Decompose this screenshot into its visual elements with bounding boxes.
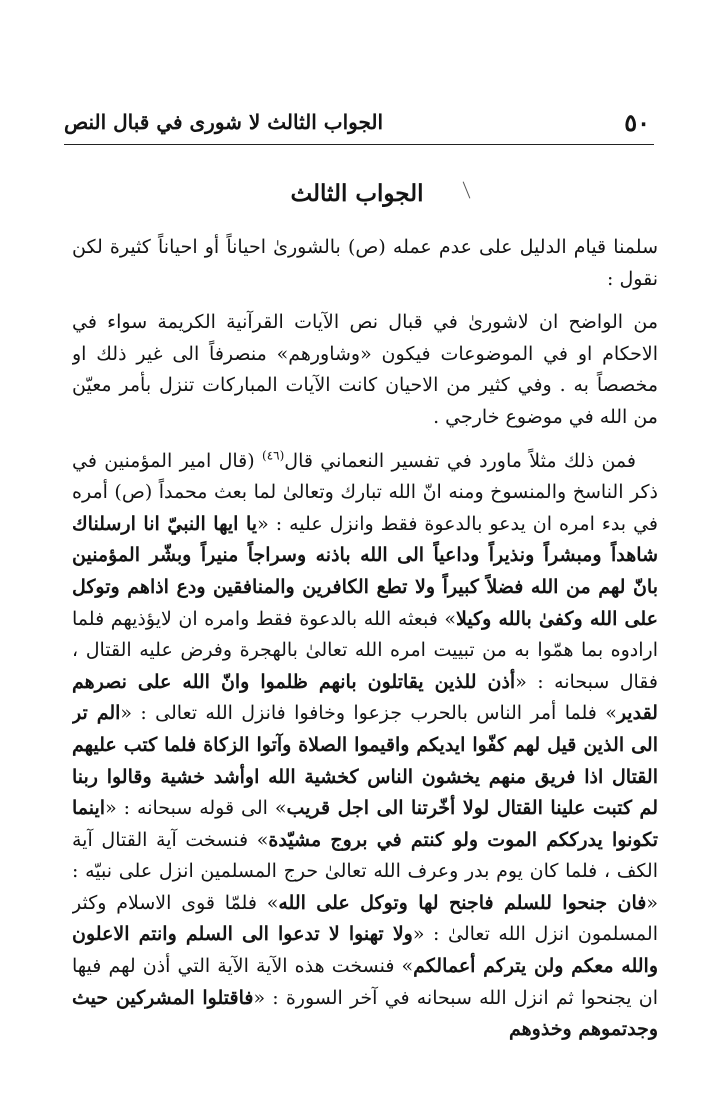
page-number: ٥٠ [624, 107, 650, 137]
text-run: » فنسخت هذه الآية الآية التي أذن لهم فيها ان يجنحوا ثم انزل الله سبحانه في آخر السورة : « [72, 955, 658, 1009]
text-run: » فلمّا قوى الاسلام وكثر المسلمون انزل الله تعالىٰ : « [72, 891, 658, 946]
paragraph [72, 232, 658, 295]
quran-quote: اينما تكونوا يدرككم الموت ولو كنتم في بروج مشيّدة [72, 797, 658, 851]
header-rule [64, 144, 654, 145]
text-run: سلمنا قيام الدليل على عدم عمله (ص) بالشورىٰ احياناً أو احياناً كثيرة لكن نقول : [72, 236, 658, 290]
running-header-title: الجواب الثالث لا شورى في قبال النص [64, 110, 384, 134]
quran-quote: الم تر الى الذين قيل لهم كفّوا ايديكم واقيموا الصلاة وآتوا الزكاة فلما كتب عليهم القتال اذا فريق منهم يخشون الناس كخشية الله اوأشد خشية وقالوا ربنا لم كتبت علينا القتال لولا أخّرتنا الى اجل قريب [72, 702, 658, 820]
body-text [72, 232, 658, 1062]
text-run: » الى قوله سبحانه : « [105, 797, 287, 820]
quran-quote: أذن للذين يقاتلون بانهم ظلموا وانّ الله على نصرهم لقدير [72, 670, 658, 725]
text-run: » فبعثه الله بالدعوة فقط وامره ان لايؤذيهم فلما ارادوه بما همّوا به من تبييت امره الله تعالىٰ بالهجرة وفرض عليه القتال ، فقال سبحانه : « [72, 607, 658, 693]
text-run: من الواضح ان لاشورىٰ في قبال نص الآيات القرآنية الكريمة سواء في الاحكام او في الموضوعات فيكون «وشاورهم» منصرفاً الى غير ذلك او مخصصاً به . وفي كثير من الاحيان كانت الآيات المباركات تنزل بأمر معيّن من الله في موضوع خارجي . [72, 311, 658, 428]
paragraph [72, 307, 658, 433]
text-run: فمن ذلك مثلاً ماورد في تفسير النعماني قال [284, 449, 636, 472]
quran-quote: فاقتلوا المشركين حيث وجدتموهم وخذوهم [72, 986, 658, 1041]
quran-quote: ولا تهنوا لا تدعوا الى السلم وانتم الاعلون والله معكم ولن يتركم أعمالكم [72, 923, 658, 978]
quran-quote: فان جنحوا للسلم فاجنح لها وتوكل على الله [278, 891, 647, 914]
footnote-reference: (٤٦) [262, 448, 285, 463]
running-header [64, 104, 650, 140]
text-run: » فلما أمر الناس بالحرب جزعوا وخافوا فانزل الله تعالى : « [120, 702, 617, 725]
quran-quote: يا ايها النبيّ انا ارسلناك شاهداً ومبشراً ونذيراً وداعياً الى الله باذنه وسراجاً منيراً وبشّر المؤمنين بانّ لهم من الله فضلاً كبيراً ولا تطع الكافرين والمنافقين ودع اذاهم وتوكل على الله وكفىٰ بالله وكيلا [72, 512, 658, 630]
text-run: (قال امير المؤمنين في ذكر الناسخ والمنسوخ ومنه انّ الله تبارك وتعالىٰ لما بعث محمداً (ص) أمره في بدء امره ان يدعو بالدعوة فقط وانزل عليه : « [72, 449, 658, 535]
paragraph [72, 446, 658, 1046]
section-title: الجواب الثالث [290, 180, 424, 207]
text-run: » فنسخت آية القتال آية الكف ، فلما كان يوم بدر وعرف الله تعالىٰ حرج المسلمين انزل على نبيّه : « [72, 828, 658, 914]
